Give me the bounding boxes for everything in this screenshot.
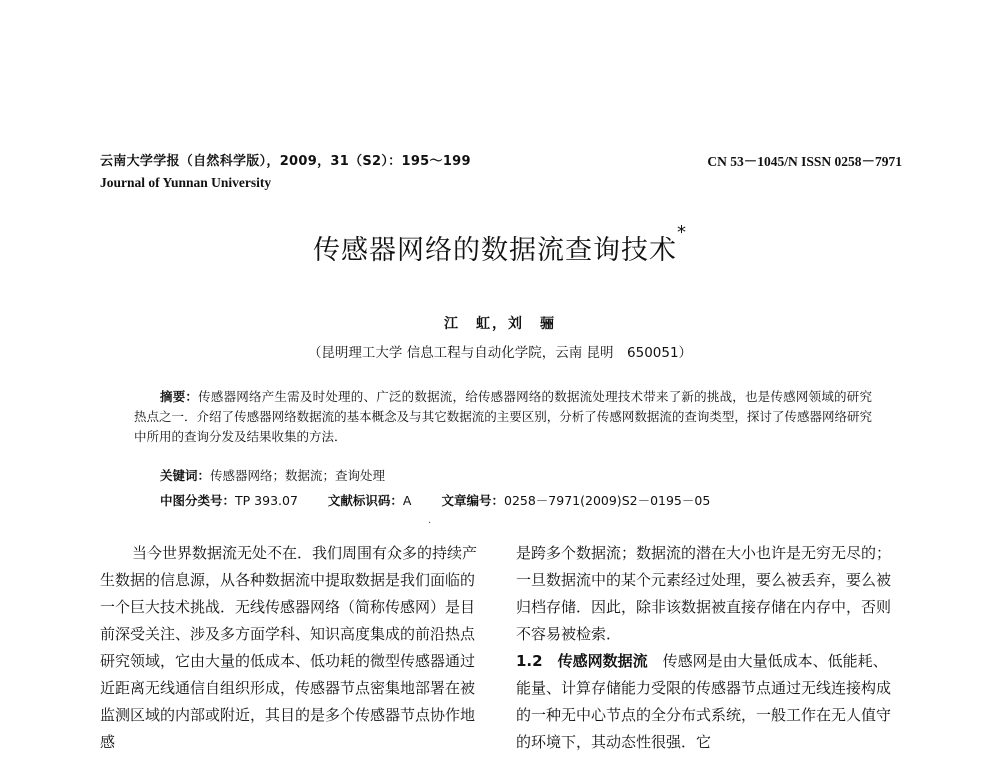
abstract-label: 摘要：: [160, 389, 199, 404]
doc-label: 文献标识码：: [327, 493, 403, 508]
abstract: [134, 387, 872, 447]
right-paragraph-1: 是跨多个数据流；数据流的潜在大小也许是无穷无尽的；一旦数据流中的某个元素经过处理，要么被丢弃，要么被归档存储．因此，除非该数据被直接存储在内存中，否则不容易被检索．: [516, 544, 892, 643]
article-label: 文章编号：: [441, 493, 504, 508]
journal-name-en: Journal of Yunnan University: [100, 175, 272, 190]
doc-code: [328, 491, 412, 509]
body-column-right: [516, 540, 894, 756]
right-paragraph-2: [516, 648, 894, 756]
left-paragraph: 当今世界数据流无处不在．我们周围有众多的持续产生数据的信息源，从各种数据流中提取数据是我们面临的一个巨大技术挑战．无线传感器网络（简称传感网）是目前深受关注、涉及多方面学科、知识高度集成的前沿热点研究领域，它由大量的低成本、低功耗的微型传感器通过近距离无线通信自组织形成，传感器节点密集地部署在被监测区域的内部或附近，其目的是多个传感器节点协作地感: [100, 544, 478, 751]
body-column-left: [100, 540, 478, 756]
abstract-text: 传感器网络产生需及时处理的、广泛的数据流，给传感器网络的数据流处理技术带来了新的挑战，也是传感网领域的研究热点之一．介绍了传感器网络数据流的基本概念及与其它数据流的主要区别，分析了传感网数据流的查询类型，探讨了传感器网络研究中所用的查询分发及结果收集的方法．: [134, 389, 872, 444]
classification-line: [160, 491, 780, 509]
separator-dot: ·: [428, 518, 432, 529]
clc-label: 中图分类号：: [160, 493, 236, 508]
affiliation: （昆明理工大学 信息工程与自动化学院，云南 昆明 650051）: [307, 345, 693, 361]
section-title: 传感网数据流: [557, 652, 648, 670]
title-footnote-mark: *: [677, 222, 687, 243]
keywords-label: 关键词：: [160, 468, 211, 483]
section-number: 1.2: [516, 652, 543, 670]
journal-header: [100, 150, 471, 191]
section-body: 传感网是由大量低成本、低能耗、能量、计算存储能力受限的传感器节点通过无线连接构成的一种无中心节点的全分布式系统，一般工作在无人值守的环境下，其动态性很强．它: [516, 652, 892, 751]
issn-code: CN 53－1045/N ISSN 0258－7971: [707, 154, 902, 169]
journal-citation-cn: 云南大学学报（自然科学版），2009，31（S2）：195～199: [100, 154, 471, 169]
clc-value: TP 393.07: [235, 493, 298, 508]
paper-title-text: 传感器网络的数据流查询技术: [313, 235, 677, 266]
paper-title: [0, 222, 1000, 267]
article-value: 0258－7971(2009)S2－0195－05: [504, 493, 711, 508]
keywords: [160, 466, 385, 484]
doc-value: A: [402, 493, 412, 508]
article-number: [441, 491, 710, 509]
keywords-text: 传感器网络；数据流；查询处理: [210, 468, 386, 483]
authors: 江 虹，刘 骊: [444, 316, 556, 332]
clc-code: [160, 491, 298, 509]
